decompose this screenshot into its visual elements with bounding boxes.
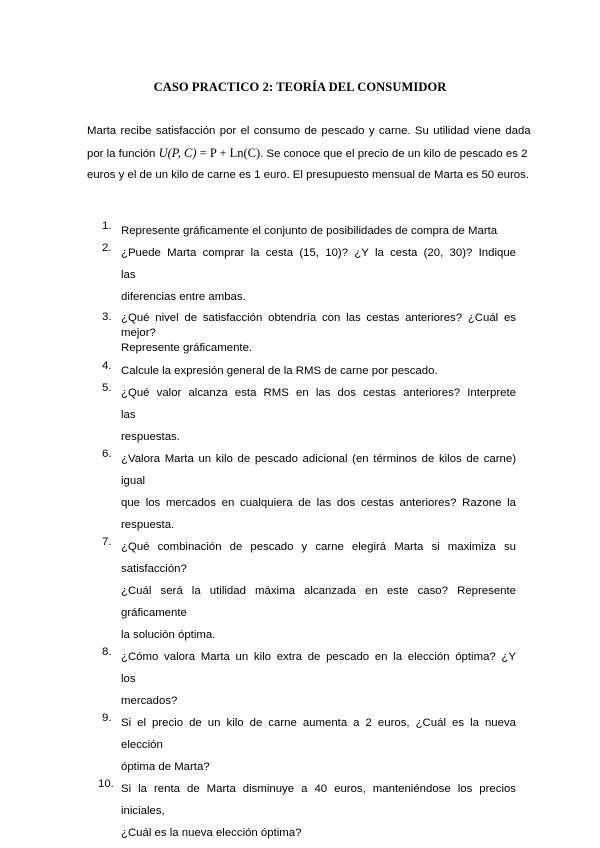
- item-number: 3.: [102, 311, 112, 323]
- document-title: CASO PRACTICO 2: TEORÍA DEL CONSUMIDOR: [153, 80, 447, 94]
- questions-list: [98, 220, 516, 844]
- item-line: Si el precio de un kilo de carne aumenta a 2 euros, ¿Cuál es la nueva elección: [121, 717, 516, 751]
- item-line: Calcule la expresión general de la RMS de carne por pescado.: [121, 365, 438, 377]
- item-number: 7.: [102, 536, 112, 548]
- intro-line-2: [87, 143, 528, 166]
- item-line: ¿Cuál es la nueva elección óptima?: [121, 827, 302, 839]
- utility-formula: [159, 146, 261, 160]
- item-line: Represente gráficamente.: [121, 342, 253, 354]
- intro-line-2-post: . Se conoce que el precio de un kilo de pescado es 2: [260, 147, 528, 160]
- item-line: diferencias entre ambas.: [121, 291, 246, 303]
- intro-line-3: euros y el de un kilo de carne es 1 euro. El presupuesto mensual de Marta es 50 euros.: [87, 169, 529, 181]
- item-line: ¿Qué nivel de satisfacción obtendría con las cestas anteriores? ¿Cuál es mejor?: [121, 312, 516, 339]
- item-line: ¿Puede Marta comprar la cesta (15, 10)? ¿Y la cesta (20, 30)? Indique las: [121, 247, 516, 281]
- item-number: 6.: [102, 448, 112, 460]
- list-item: [98, 778, 516, 844]
- formula-rhs: P + Ln(C): [209, 145, 261, 160]
- item-number: 5.: [102, 382, 112, 394]
- list-item: [102, 712, 516, 778]
- item-number: 4.: [102, 360, 112, 372]
- intro-line-2-pre: por la función: [87, 147, 159, 160]
- item-number: 10.: [98, 778, 114, 790]
- item-number: 8.: [102, 646, 112, 658]
- item-number: 2.: [102, 242, 112, 254]
- item-line: ¿Cómo valora Marta un kilo extra de pescado en la elección óptima? ¿Y los: [121, 651, 516, 685]
- item-line: óptima de Marta?: [121, 761, 210, 773]
- item-number: 1.: [102, 220, 112, 232]
- formula-eq: =: [196, 145, 210, 160]
- item-line: ¿Cuál será la utilidad máxima alcanzada en este caso? Represente gráficamente: [121, 585, 516, 619]
- list-item: [102, 382, 516, 448]
- item-line: ¿Qué valor alcanza esta RMS en las dos cestas anteriores? Interprete las: [121, 387, 516, 421]
- item-line: mercados?: [121, 695, 178, 707]
- item-line: ¿Valora Marta un kilo de pescado adicional (en términos de kilos de carne) igual: [121, 453, 516, 487]
- item-line: ¿Qué combinación de pescado y carne elegirá Marta si maximiza su satisfacción?: [121, 541, 516, 575]
- item-line: Represente gráficamente el conjunto de posibilidades de compra de Marta: [121, 225, 498, 237]
- intro-line-1: Marta recibe satisfacción por el consumo de pescado y carne. Su utilidad viene dada: [87, 125, 531, 137]
- item-line: que los mercados en cualquiera de las dos cestas anteriores? Razone la respuesta.: [121, 497, 516, 531]
- list-item: [102, 242, 516, 308]
- formula-lhs: U(P, C): [158, 145, 197, 160]
- item-line: la solución óptima.: [121, 629, 216, 641]
- item-line: respuestas.: [121, 431, 180, 443]
- list-item: [102, 220, 516, 242]
- list-item: [102, 360, 516, 382]
- list-item: [102, 308, 516, 360]
- item-line: Si la renta de Marta disminuye a 40 euros, manteniéndose los precios iniciales,: [121, 783, 516, 817]
- item-number: 9.: [102, 712, 112, 724]
- list-item: [102, 448, 516, 536]
- list-item: [102, 536, 516, 646]
- intro-paragraph: [87, 121, 531, 187]
- list-item: [102, 646, 516, 712]
